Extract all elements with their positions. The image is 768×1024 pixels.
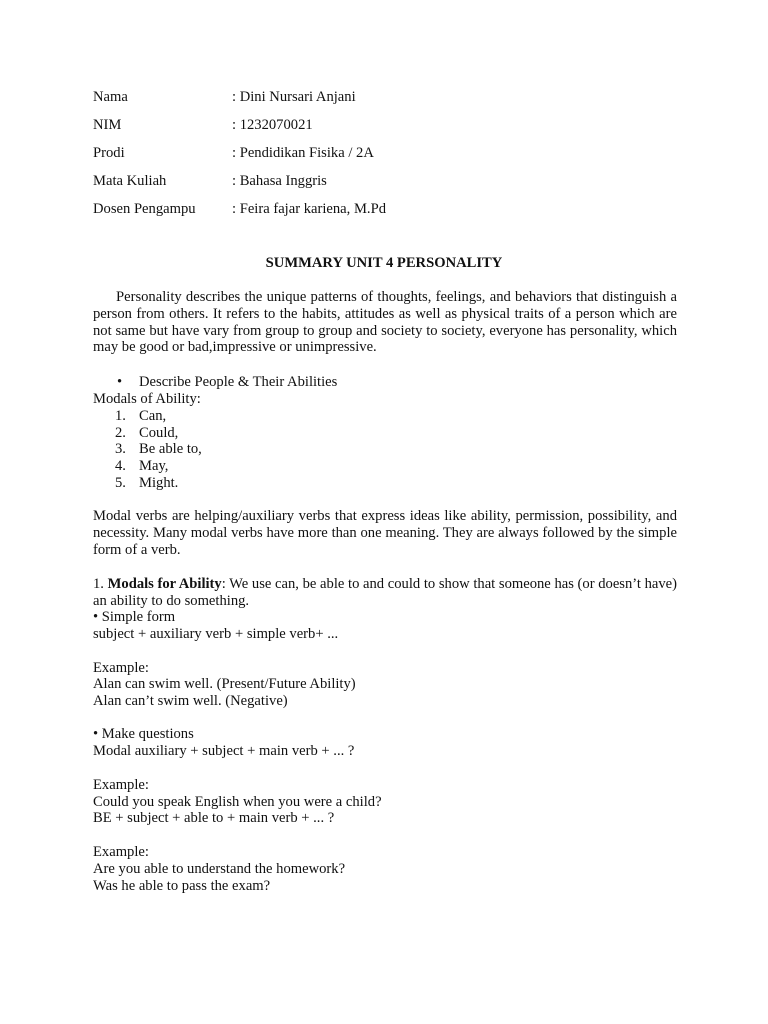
list-text: Could,	[139, 425, 179, 441]
list-text: Can,	[139, 408, 167, 424]
example-line: Are you able to understand the homework?	[93, 861, 346, 877]
info-value: : Pendidikan Fisika / 2A	[232, 145, 374, 161]
example-line: Alan can swim well. (Present/Future Ability)	[93, 676, 356, 692]
example-line: Could you speak English when you were a child?	[93, 794, 382, 810]
info-label: Mata Kuliah	[93, 173, 167, 189]
list-number: 5.	[115, 475, 126, 491]
example-label: Example:	[93, 660, 149, 676]
bullet-marker: •	[117, 374, 123, 390]
section-heading: Modals for Ability	[107, 576, 222, 592]
example-line: Was he able to pass the exam?	[93, 878, 271, 894]
bullet-text: Describe People & Their Abilities	[139, 374, 338, 390]
list-text: May,	[139, 458, 169, 474]
info-value: : Feira fajar kariena, M.Pd	[232, 201, 386, 217]
make-questions-label: • Make questions	[93, 726, 194, 742]
section-number: 1.	[93, 576, 108, 592]
simple-form-pattern: subject + auxiliary verb + simple verb+ ...	[93, 626, 339, 642]
intro-paragraph: Personality describes the unique patterns of thoughts, feelings, and behaviors that distinguish a person from others. It refers to the habits, attitudes as well as physical traits of a person which are not same but have vary from group to group and society to society, everyone has personality, which may be good or bad,impressive or unimpressive.	[93, 289, 677, 356]
list-text: Be able to,	[139, 441, 202, 457]
be-pattern: BE + subject + able to + main verb + ... ?	[93, 810, 335, 826]
list-number: 4.	[115, 458, 126, 474]
simple-form-label: • Simple form	[93, 609, 176, 625]
info-value: : Dini Nursari Anjani	[232, 89, 356, 105]
list-text: Might.	[139, 475, 179, 491]
info-label: Prodi	[93, 145, 125, 161]
question-pattern: Modal auxiliary + subject + main verb + ... ?	[93, 743, 355, 759]
list-number: 2.	[115, 425, 126, 441]
list-number: 1.	[115, 408, 126, 424]
info-value: : 1232070021	[232, 117, 313, 133]
example-label: Example:	[93, 844, 149, 860]
list-number: 3.	[115, 441, 126, 457]
modals-heading: Modals of Ability:	[93, 391, 201, 407]
info-label: Dosen Pengampu	[93, 201, 196, 217]
example-line: Alan can’t swim well. (Negative)	[93, 693, 288, 709]
section-modals-for-ability	[93, 576, 677, 610]
document-title: SUMMARY UNIT 4 PERSONALITY	[265, 255, 503, 271]
info-value: : Bahasa Inggris	[232, 173, 327, 189]
example-label: Example:	[93, 777, 149, 793]
section-text: : We use can, be able to and could to show that someone has (or doesn’t have) an ability to do something.	[93, 576, 678, 609]
info-label: NIM	[93, 117, 122, 133]
info-label: Nama	[93, 89, 128, 105]
modal-verbs-paragraph: Modal verbs are helping/auxiliary verbs that express ideas like ability, permission, possibility, and necessity. Many modal verbs have more than one meaning. They are always followed by the simple form of a verb.	[93, 508, 677, 558]
